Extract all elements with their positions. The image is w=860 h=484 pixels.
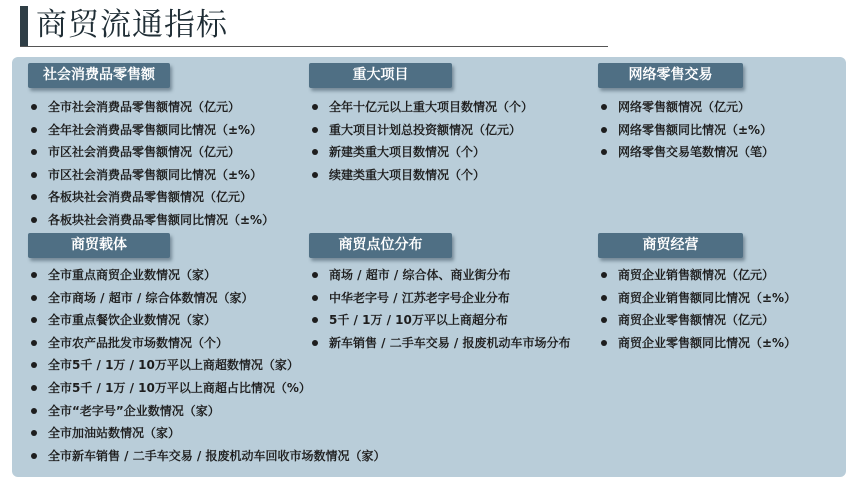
- list-item: [309, 96, 533, 119]
- bullet-icon: [31, 194, 37, 200]
- list-item-label: 网络零售额情况（亿元）: [618, 100, 751, 114]
- title-accent-bar: [20, 6, 28, 46]
- list-item: [309, 287, 570, 310]
- list-item-label: 全市5千 / 1万 / 10万平以上商超数情况（家）: [48, 358, 299, 373]
- bullet-icon: [601, 340, 607, 346]
- section-header: 商贸经营: [598, 233, 743, 258]
- bullet-icon: [31, 385, 37, 391]
- bullet-icon: [31, 104, 37, 110]
- bullet-icon: [312, 340, 318, 346]
- list-item-label: 各板块社会消费品零售额情况（亿元）: [48, 190, 253, 205]
- list-item: [309, 141, 533, 164]
- list-item: [309, 309, 570, 332]
- bullet-icon: [601, 149, 607, 155]
- bullet-icon: [31, 172, 37, 178]
- bullet-icon: [31, 362, 37, 368]
- bullet-icon: [31, 408, 37, 414]
- list-item: [28, 354, 385, 377]
- list-item-label: 全市5千 / 1万 / 10万平以上商超占比情况（%）: [48, 380, 311, 395]
- list-item: [28, 96, 274, 119]
- list-item-label: 网络零售交易笔数情况（笔）: [618, 145, 775, 160]
- list-item-label: 全年十亿元以上重大项目数情况（个）: [329, 100, 534, 114]
- list-item: [309, 264, 570, 287]
- list-item: [28, 141, 274, 164]
- list-item-label: 新车销售 / 二手车交易 / 报废机动车市场分布: [329, 335, 571, 350]
- bullet-icon: [601, 317, 607, 323]
- list-item-label: 市区社会消费品零售额同比情况（±%）: [48, 167, 263, 182]
- page-title: 商贸流通指标: [36, 7, 228, 43]
- section-commerce-operations: [598, 233, 796, 354]
- item-list: [598, 96, 774, 164]
- list-item: [28, 164, 274, 187]
- bullet-icon: [601, 272, 607, 278]
- list-item-label: 网络零售额同比情况（±%）: [618, 122, 773, 137]
- list-item: [598, 96, 774, 119]
- list-item-label: 全市加油站数情况（家）: [48, 426, 181, 441]
- item-list: [28, 96, 274, 232]
- section-online-retail: [598, 63, 774, 164]
- bullet-icon: [312, 295, 318, 301]
- list-item-label: 商贸企业零售额同比情况（±%）: [618, 335, 797, 350]
- list-item-label: 全市重点餐饮企业数情况（家）: [48, 313, 217, 328]
- list-item: [598, 287, 796, 310]
- bullet-icon: [31, 295, 37, 301]
- list-item-label: 重大项目计划总投资额情况（亿元）: [329, 122, 522, 137]
- list-item: [28, 119, 274, 142]
- list-item-label: 全市社会消费品零售额情况（亿元）: [48, 100, 241, 114]
- list-item-label: 全市新车销售 / 二手车交易 / 报废机动车回收市场数情况（家）: [48, 448, 386, 463]
- bullet-icon: [31, 149, 37, 155]
- section-header: 重大项目: [309, 63, 452, 88]
- bullet-icon: [312, 317, 318, 323]
- bullet-icon: [31, 127, 37, 133]
- list-item-label: 5千 / 1万 / 10万平以上商超分布: [329, 313, 508, 328]
- list-item: [598, 309, 796, 332]
- list-item: [598, 141, 774, 164]
- section-header: 商贸载体: [28, 233, 170, 258]
- list-item: [28, 422, 385, 445]
- list-item: [28, 400, 385, 423]
- bullet-icon: [31, 217, 37, 223]
- bullet-icon: [31, 453, 37, 459]
- list-item-label: 中华老字号 / 江苏老字号企业分布: [329, 290, 510, 305]
- list-item-label: 市区社会消费品零售额情况（亿元）: [48, 145, 241, 160]
- bullet-icon: [31, 317, 37, 323]
- list-item-label: 各板块社会消费品零售额同比情况（±%）: [48, 212, 275, 227]
- list-item: [309, 164, 533, 187]
- bullet-icon: [31, 272, 37, 278]
- list-item-label: 商场 / 超市 / 综合体、商业街分布: [329, 268, 511, 282]
- list-item: [309, 332, 570, 355]
- list-item-label: 全市“老字号”企业数情况（家）: [48, 403, 220, 418]
- bullet-icon: [312, 104, 318, 110]
- list-item-label: 商贸企业销售额情况（亿元）: [618, 268, 775, 282]
- item-list: [309, 96, 533, 186]
- list-item-label: 全年社会消费品零售额同比情况（±%）: [48, 122, 263, 137]
- bullet-icon: [601, 104, 607, 110]
- bullet-icon: [601, 127, 607, 133]
- list-item-label: 全市农产品批发市场数情况（个）: [48, 335, 229, 350]
- bullet-icon: [31, 340, 37, 346]
- list-item-label: 续建类重大项目数情况（个）: [329, 167, 486, 182]
- bullet-icon: [601, 295, 607, 301]
- section-header: 社会消费品零售额: [28, 63, 170, 88]
- list-item: [598, 332, 796, 355]
- section-header: 网络零售交易: [598, 63, 743, 88]
- list-item-label: 全市重点商贸企业数情况（家）: [48, 268, 217, 282]
- bullet-icon: [312, 149, 318, 155]
- list-item: [598, 264, 796, 287]
- list-item: [28, 186, 274, 209]
- section-header: 商贸点位分布: [309, 233, 452, 258]
- section-commerce-locations: [309, 233, 570, 354]
- bullet-icon: [312, 272, 318, 278]
- bullet-icon: [312, 172, 318, 178]
- bullet-icon: [312, 127, 318, 133]
- list-item-label: 全市商场 / 超市 / 综合体数情况（家）: [48, 290, 254, 305]
- list-item: [309, 119, 533, 142]
- list-item-label: 新建类重大项目数情况（个）: [329, 145, 486, 160]
- list-item: [28, 445, 385, 468]
- list-item: [28, 209, 274, 232]
- list-item-label: 商贸企业零售额情况（亿元）: [618, 313, 775, 328]
- section-major-projects: [309, 63, 533, 186]
- list-item: [28, 377, 385, 400]
- section-retail-sales: [28, 63, 274, 232]
- bullet-icon: [31, 430, 37, 436]
- title-divider: [20, 46, 608, 47]
- list-item: [598, 119, 774, 142]
- item-list: [598, 264, 796, 354]
- list-item-label: 商贸企业销售额同比情况（±%）: [618, 290, 797, 305]
- item-list: [309, 264, 570, 354]
